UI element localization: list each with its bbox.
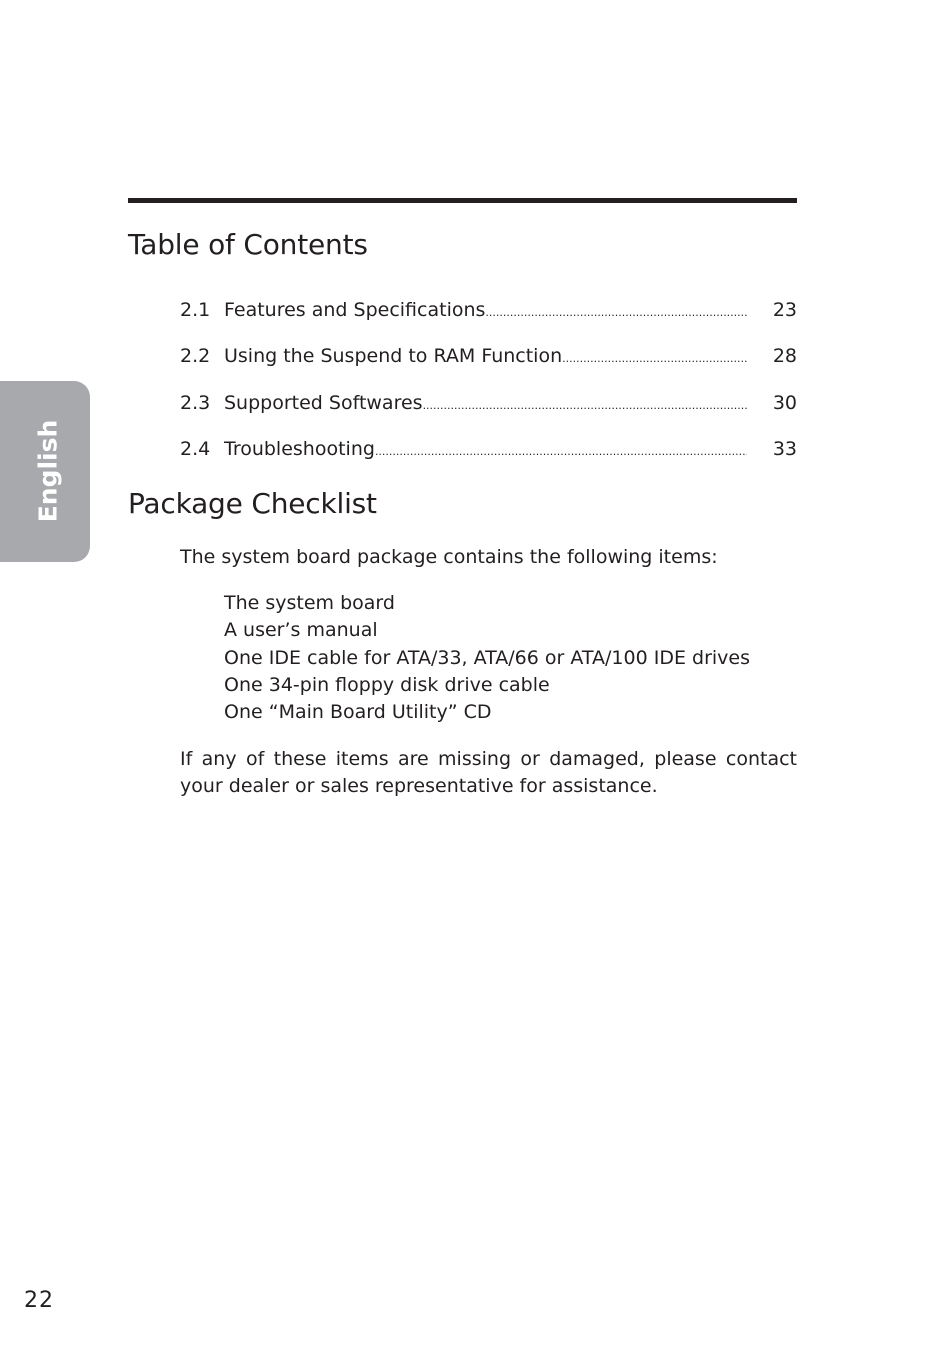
toc-entry (180, 343, 797, 369)
toc-entry-number: 2.2 (180, 345, 211, 367)
toc-entry-title-leader (224, 436, 747, 462)
toc-entry-number: 2.3 (180, 392, 211, 414)
toc-entry-title-leader (224, 390, 747, 416)
checklist-closing: If any of these items are missing or damaged, please contact your dealer or sales representative for assistance. (180, 748, 797, 797)
language-tab (0, 381, 90, 562)
language-tab-label: English (33, 419, 63, 523)
toc-entry-page: 28 (772, 345, 797, 367)
toc-entry-title: Using the Suspend to RAM Function (224, 345, 563, 367)
checklist-item: One “Main Board Utility” CD (224, 701, 492, 724)
checklist-item: One 34-pin floppy disk drive cable (224, 673, 550, 696)
checklist-item: A user’s manual (224, 619, 378, 642)
toc-entry-page: 30 (772, 392, 797, 414)
checklist-intro: The system board package contains the following items: (180, 546, 718, 568)
page-number: 22 (24, 1288, 54, 1313)
toc-heading: Table of Contents (128, 228, 368, 261)
checklist-item: The system board (224, 592, 395, 614)
toc-entry-title: Troubleshooting (224, 438, 375, 460)
toc-entry-page: 33 (772, 438, 797, 460)
toc-entry-page: 23 (772, 299, 797, 321)
top-rule (128, 198, 797, 203)
toc-entry (180, 436, 797, 462)
toc-entry (180, 390, 797, 416)
toc-entry (180, 297, 797, 323)
toc-entry-title: Features and Specifications (224, 299, 486, 321)
checklist-heading: Package Checklist (128, 487, 377, 520)
checklist-items (224, 590, 750, 726)
toc-entry-title-leader (224, 297, 747, 323)
toc-entry-number: 2.1 (180, 299, 211, 321)
toc-entry-title: Supported Softwares (224, 392, 423, 414)
toc-entry-title-leader (224, 343, 747, 369)
toc-entry-number: 2.4 (180, 438, 211, 460)
checklist-item: One IDE cable for ATA/33, ATA/66 or ATA/100 IDE drives (224, 646, 750, 669)
